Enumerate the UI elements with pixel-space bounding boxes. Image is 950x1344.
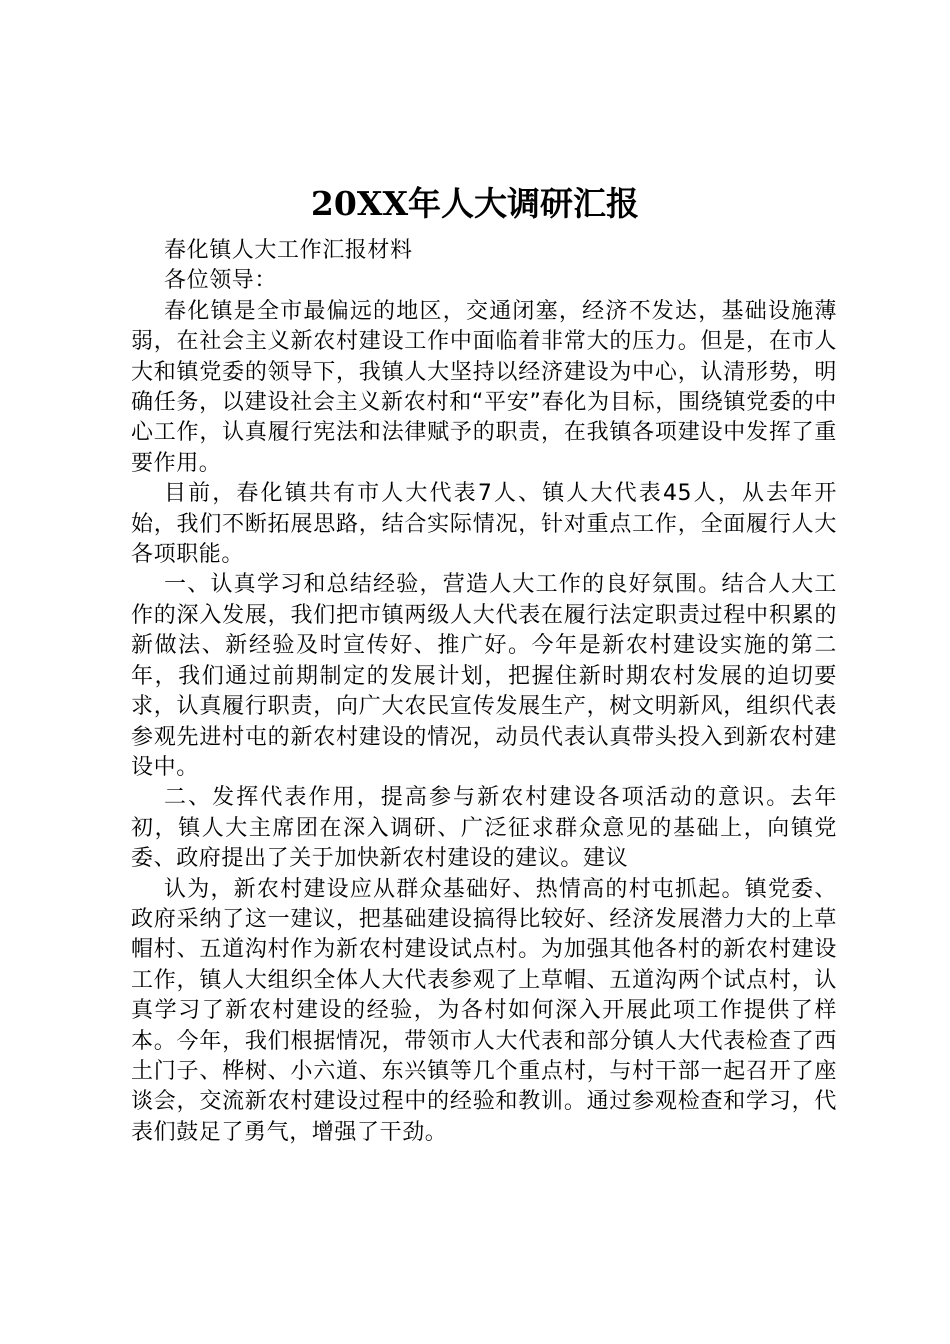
paragraph-section-two-continued: 认为，新农村建设应从群众基础好、热情高的村屯抓起。镇党委、政府采纳了这一建议，把基础建设搞得比较好、经济发展潜力大的上草帽村、五道沟村作为新农村建设试点村。为加强其他各村的新农村建设工作，镇人大组织全体人大代表参观了上草帽、五道沟两个试点村，认真学习了新农村建设的经验，为各村如何深入开展此项工作提供了样本。今年，我们根据情况，带领市人大代表和部分镇人大代表检查了西土门子、桦树、小六道、东兴镇等几个重点村，与村干部一起召开了座谈会，交流新农村建设过程中的经验和教训。通过参观检查和学习，代表们鼓足了勇气，增强了干劲。 bbox=[131, 876, 837, 1145]
document-body bbox=[131, 236, 837, 1148]
paragraph-salutation: 各位领导： bbox=[164, 268, 278, 294]
paragraph-section-two: 二、发挥代表作用，提高参与新农村建设各项活动的意识。去年初，镇人大主席团在深入调研、广泛征求群众意见的基础上，向镇党委、政府提出了关于加快新农村建设的建议。建议 bbox=[131, 785, 837, 872]
paragraph-section-one: 一、认真学习和总结经验，营造人大工作的良好氛围。结合人大工作的深入发展，我们把市镇两级人大代表在履行法定职责过程中积累的新做法、新经验及时宣传好、推广好。今年是新农村建设实施的第二年，我们通过前期制定的发展计划，把握住新时期农村发展的迫切要求，认真履行职责，向广大农民宣传发展生产，树文明新风，组织代表参观先进村屯的新农村建设的情况，动员代表认真带头投入到新农村建设中。 bbox=[131, 572, 837, 780]
paragraph-current-status: 目前，春化镇共有市人大代表7人、镇人大代表45人，从去年开始，我们不断拓展思路，结合实际情况，针对重点工作，全面履行人大各项职能。 bbox=[131, 481, 837, 568]
document-title: 20XX年人大调研汇报 bbox=[310, 184, 640, 223]
paragraph-intro: 春化镇是全市最偏远的地区，交通闭塞，经济不发达，基础设施薄弱，在社会主义新农村建设工作中面临着非常大的压力。但是，在市人大和镇党委的领导下，我镇人大坚持以经济建设为中心，认清形势，明确任务，以建设社会主义新农村和“平安”春化为目标，围绕镇党委的中心工作，认真履行宪法和法律赋予的职责，在我镇各项建设中发挥了重要作用。 bbox=[131, 298, 837, 476]
paragraph-subtitle: 春化镇人大工作汇报材料 bbox=[164, 238, 413, 263]
